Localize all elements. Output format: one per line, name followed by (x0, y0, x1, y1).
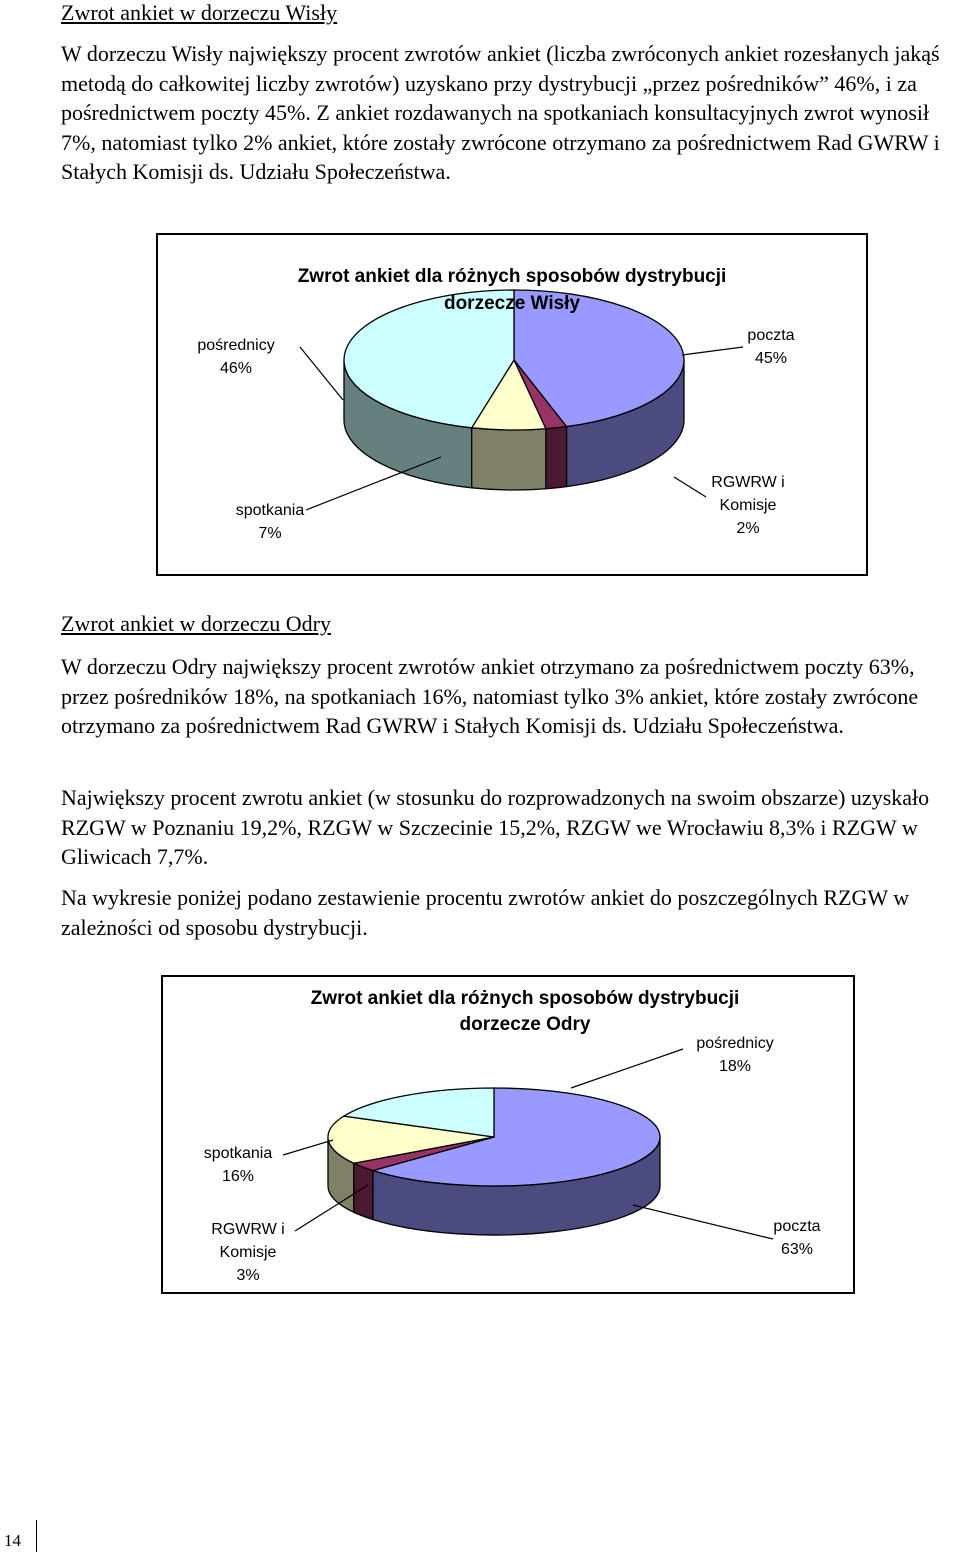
pie-slices (328, 1088, 660, 1186)
slice-label-poczta: 63% (780, 1241, 814, 1258)
slice-label-posrednicy: 46% (219, 360, 253, 377)
pie-side-rgwrw-i (354, 1163, 373, 1219)
paragraph-odra-3: Na wykresie poniżej podano zestawienie procentu zwrotów ankiet do poszczególnych RZGW w zależności od sposobu dystrybucji. (61, 885, 910, 940)
paragraph-wisla: W dorzeczu Wisły największy procent zwrotów ankiet (liczba zwróconych ankiet rozesłanych jakąś metodą do całkowitej liczby zwrotów) uzyskano przy dystrybucji „przez pośredników” 46%, i za pośrednictwem poczty 45%. Z ankiet rozdawanych na spotkaniach konsultacyjnych zwrot wynosił 7%, natomiast tylko 2% ankiet, które zostały zwrócone otrzymano za pośrednictwem Rad GWRW i Stałych Komisji ds. Udziału Społeczeństwa. (61, 41, 940, 184)
leader-line-rgwrw-i (674, 477, 706, 497)
slice-label-rgwrw-i: Komisje (719, 497, 777, 514)
slice-label-spotkania: 7% (258, 525, 282, 542)
leader-line-spotkania (306, 457, 441, 510)
slice-label-rgwrw-i: 2% (736, 520, 760, 537)
pie-side-rgwrw-i (546, 427, 567, 489)
slice-label-spotkania: spotkania (235, 502, 305, 519)
leader-line-spotkania (283, 1140, 333, 1155)
pie-side-spotkania (472, 428, 546, 490)
slice-label-rgwrw-i: RGWRW i (211, 1221, 285, 1238)
chart-title-line: dorzecze Odry (459, 1014, 591, 1035)
paragraph-odra-2: Największy procent zwrotu ankiet (w stosunku do rozprowadzonych na swoim obszarze) uzyskało RZGW w Poznaniu 19,2%, RZGW w Szczecinie 15,2%, RZGW we Wrocławiu 8,3% i RZGW w Gliwicach 7,7%. (61, 785, 930, 869)
leader-line-posrednicy (300, 347, 343, 400)
page-number: 14 (4, 1531, 21, 1550)
leader-line-posrednicy (571, 1049, 683, 1088)
slice-label-poczta: 45% (754, 350, 788, 367)
paragraph-odra-1: W dorzeczu Odry największy procent zwrotów ankiet otrzymano za pośrednictwem poczty 63%, przez pośredników 18%, na spotkaniach 16%, natomiast tylko 3% ankiet, które zostały zwrócone otrzymano za pośrednictwem Rad GWRW i Stałych Komisji ds. Udziału Społeczeństwa. (61, 654, 919, 738)
chart-odra-svg (163, 977, 853, 1292)
slice-label-rgwrw-i: RGWRW i (711, 474, 785, 491)
slice-label-posrednicy: pośrednicy (197, 337, 275, 354)
section-heading-wisla: Zwrot ankiet w dorzeczu Wisły (61, 0, 338, 25)
slice-label-rgwrw-i: 3% (236, 1267, 260, 1284)
section-heading-odra: Zwrot ankiet w dorzeczu Odry (61, 611, 332, 636)
slice-label-poczta: poczta (773, 1218, 821, 1235)
slice-label-spotkania: 16% (221, 1168, 255, 1185)
chart-title-line: Zwrot ankiet dla różnych sposobów dystrybucji (310, 988, 740, 1009)
slice-label-posrednicy: 18% (718, 1058, 752, 1075)
chart-wisla (156, 233, 868, 576)
slice-label-poczta: poczta (747, 327, 795, 344)
chart-odra (161, 975, 855, 1294)
leader-line-poczta (633, 1205, 773, 1239)
margin-rule (36, 1520, 37, 1552)
chart-title-line: dorzecze Wisły (443, 293, 581, 314)
leader-line-poczta (682, 347, 743, 355)
slice-label-rgwrw-i: Komisje (219, 1244, 277, 1261)
slice-label-spotkania: spotkania (203, 1145, 273, 1162)
chart-title-line: Zwrot ankiet dla różnych sposobów dystrybucji (297, 266, 727, 287)
chart-wisla-svg (158, 235, 866, 574)
slice-label-posrednicy: pośrednicy (696, 1035, 774, 1052)
